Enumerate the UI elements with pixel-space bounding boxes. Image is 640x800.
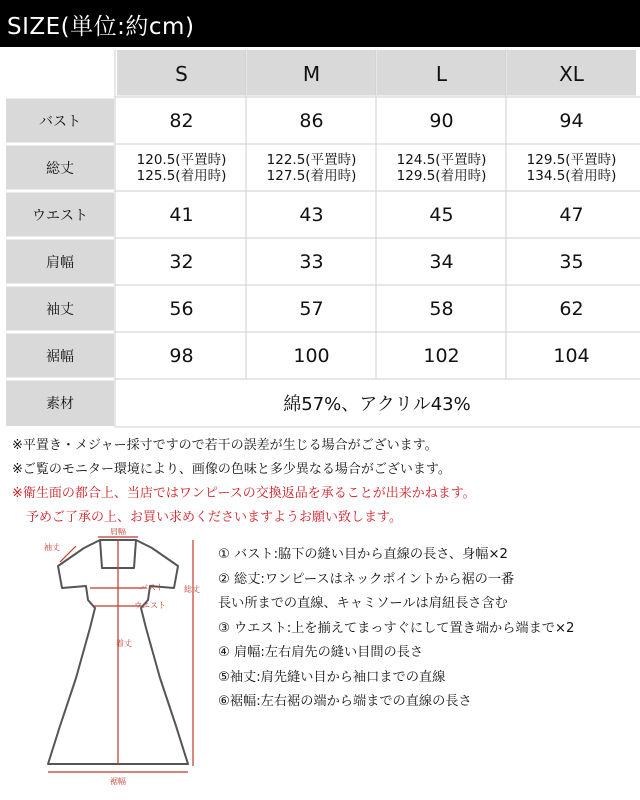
value-cell: 104: [553, 344, 590, 367]
flat-value: 129.5(平置時): [526, 151, 617, 168]
row-label: 肩幅: [6, 238, 114, 285]
size-header: [0, 0, 640, 47]
value-cell: 57: [299, 297, 324, 320]
size-title: SIZE(単位:約cm): [7, 14, 195, 40]
value-cell: 58: [429, 297, 454, 320]
value-cell: 33: [299, 250, 324, 273]
value-cell: 86: [299, 109, 324, 132]
row-label: ウエスト: [6, 191, 114, 238]
worn-value: 129.5(着用時): [396, 167, 487, 184]
table-grid: [0, 47, 640, 433]
diagram-label-bust: バスト: [140, 583, 164, 592]
worn-value: 125.5(着用時): [136, 167, 227, 184]
measurement-legend: [218, 543, 633, 715]
diagram-label-length: 総丈: [184, 585, 200, 594]
row-label: 裾幅: [6, 332, 114, 379]
legend-length: ② 総丈:ワンピースはネックポイントから裾の一番: [218, 571, 515, 587]
note-monitor: ※ご覧のモニター環境により、画像の色味と多少異なる場合がございます。: [12, 462, 451, 477]
diagram-label-waist: ウエスト: [134, 601, 166, 610]
value-cell: 102: [423, 344, 460, 367]
note-hygiene: ※衛生面の都合上、当店ではワンピースの交換返品を承ることが出来かねます。: [12, 486, 476, 501]
flat-value: 120.5(平置時): [136, 151, 227, 168]
worn-value: 134.5(着用時): [526, 167, 617, 184]
note-measurement: ※平置き・メジャー採寸ですので若干の誤差が生じる場合がございます。: [12, 438, 438, 453]
value-cell: 41: [169, 203, 194, 226]
note-apology: 予めご了承の上、お買い求めくださいますようお願い致します。: [26, 510, 402, 525]
legend-bust: ① バスト:脇下の縫い目から直線の長さ、身幅×2: [218, 547, 508, 562]
diagram-label-shoulder: 肩幅: [110, 528, 126, 536]
dress-diagram: [28, 528, 208, 786]
value-cell: 35: [559, 250, 584, 273]
value-cell: 32: [169, 250, 194, 273]
size-col-l: L: [377, 50, 506, 97]
value-cell: 62: [559, 297, 584, 320]
legend-shoulder: ④ 肩幅:左右肩先の縫い目間の長さ: [218, 645, 424, 660]
size-col-m: M: [247, 50, 376, 97]
value-cell: 90: [429, 109, 454, 132]
value-cell: 45: [429, 203, 454, 226]
legend-length-cont: 長い所までの直線、キャミソールは肩紐長さ含む: [218, 596, 508, 611]
value-cell: 56: [169, 297, 194, 320]
size-col-s: S: [117, 50, 246, 97]
legend-sleeve: ⑤袖丈:肩先縫い目から袖口までの直線: [218, 669, 446, 685]
value-cell: 82: [169, 109, 194, 132]
size-col-xl: XL: [507, 50, 636, 97]
value-cell: 100: [293, 344, 330, 367]
value-cell: 47: [559, 203, 584, 226]
material-label: 素材: [6, 379, 114, 426]
diagram-label-inseam: 着丈: [116, 639, 132, 648]
value-cell: 34: [429, 250, 454, 273]
worn-value: 127.5(着用時): [266, 167, 357, 184]
material-value: 綿57%、アクリル43%: [283, 393, 471, 415]
value-cell: 98: [169, 344, 194, 367]
diagram-label-hem: 裾幅: [110, 777, 126, 786]
flat-value: 124.5(平置時): [396, 151, 487, 168]
value-cell: 43: [299, 203, 324, 226]
diagram-label-sleeve: 袖丈: [44, 543, 60, 552]
legend-waist: ③ ウエスト:上を揃えてまっすぐにして置き端から端まで×2: [218, 620, 575, 636]
value-cell: 94: [559, 109, 584, 132]
row-label: バスト: [6, 97, 114, 144]
row-label: 袖丈: [6, 285, 114, 332]
notes: [12, 434, 632, 530]
row-label: 総丈: [6, 144, 114, 191]
legend-hem: ⑥裾幅:左右裾の端から端までの直線の長さ: [218, 694, 472, 709]
flat-value: 122.5(平置時): [266, 151, 357, 168]
